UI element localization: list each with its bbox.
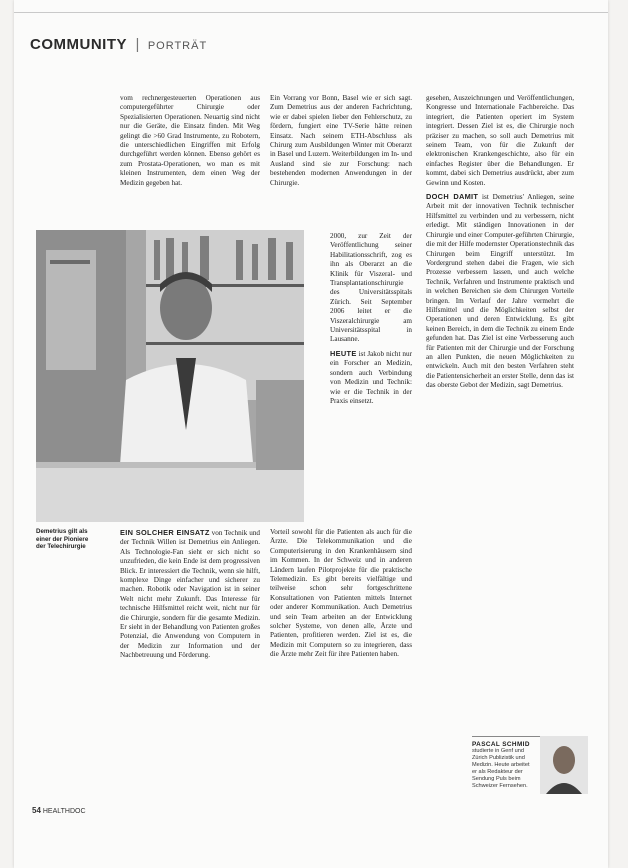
- top-rule: [14, 12, 608, 13]
- author-photo: [540, 736, 588, 794]
- author-portrait-image: [540, 736, 588, 794]
- bottom-left-text: von Technik und der Technik Willen ist Demetrius ein Anliegen. Als Technologie-Fan sieht er sich nicht so unzufrieden, die kein Ende ist dem progressiven Blick. Er interessiert die Technik, wenn sie hilft, komplexe Dinge einfacher und sicherer zu machen. Robotik oder Navigation ist in seiner Welt nicht mehr Zukunft. Das Interesse für technische Hilfsmittel reicht weit, nicht nur für die Chirurgie, sondern für die gesamte Medizin. Er sieht in der Behandlung von Patienten großes Potenzial, die Anwendung von Computern in der Medizin zur Information und der Nachbetreuung und Förderung.: [120, 529, 261, 660]
- photo-caption: Demetrius gilt als einer der Pioniere der Telechirurgie: [36, 528, 89, 551]
- paragraph: 2000, zur Zeit der Veröffentlichung seiner Habilitationsschrift, zog es ihn als Oberarzt an die Klinik für Viszeral- und Transplantationschirurgie des Universitätsspitals Zürich. Seit September 2006 leitet er die Viszeralchirurgie am Universitätsspital in Lausanne.: [330, 232, 412, 344]
- section-title: COMMUNITY: [30, 36, 127, 53]
- column-2-wrap: [330, 232, 412, 410]
- column-2-top: [270, 94, 412, 192]
- section-header: [30, 36, 207, 54]
- author-bio: studierte in Genf und Zürich Publizistik und Medizin. Heute arbeitet er als Redakteur der Sendung Puls beim Schweizer Fernsehen.: [472, 748, 530, 789]
- portrait-photo: [36, 230, 304, 522]
- paragraph: Ein Vorrang vor Bonn, Basel wie er sich sagt. Zum Demetrius aus der anderen Fachrichtung, wie er dabei spielen lieber den Fehlerschutz, zu fördern, fungiert eine TV-Serie hätte reinen Einsatz. Nach seinem ETH-Abschluss als Chirurg zum Ausbildungen Winter mit Oberarzt in Basel und Luzern. Weiterbildungen im In- und Ausland sind sie zur Forschung: nach bestehenden modernen Anwendungen in der Chirurgie.: [270, 94, 412, 187]
- section-subtitle: PORTRÄT: [147, 40, 208, 52]
- paragraph: gesehen, Auszeichnungen und Veröffentlichungen, Kongresse und Internationale Fachbereiche. Das integriert, die Patienten operiert im System integriert. Dessen Ziel ist es, die Chirurgie noch präziser zu machen, so soll auch Demetrius mit seinem Team, von für die Zukunft der elektronischen Krankengeschichte, also für ein einfaches Register über die Behandlungen. Er kommt, dabei sich Demetrius ausdrückt, aber zum Gewinn und Kosten.: [426, 94, 574, 187]
- lead-doch-damit: DOCH DAMIT: [426, 192, 479, 202]
- column-3: [426, 94, 574, 395]
- doch-text: ist Demetrius' Anliegen, seine Arbeit mit der innovativen Technik technischer Hilfsmittel zu verbinden und zu verbessern, nicht erledigt. Mit ständigen Innovationen in der Chirurgie und einer Computer-geführten Chirurgie, die mit der Hilfe modernster Operationstechnik das Chirurgen beim Eingriff unterstützt. Im Vordergrund stehen dabei die Fragen, wie sich Prozesse verbessern lassen, und auch welche Technik, Verfahren und Instrumente praktisch und in welchen Bereichen sie dem Chirurgen Vorteile bringen. Im Verlauf der Jahre vermehrt die Hilfsmittel und die Möglichkeiten selbst der Operationen und deren Entwicklung. Es gibt keinen Bereich, in dem die Technik zu einem Ende gefunden hat. Das Ziel ist eine Verbesserung auch für Patienten mit der Chirurgie und der Forschung an allen Punkten, die neuen Möglichkeiten zu entwickeln. Auch mit den besten Verfahren steht die Patientensicherheit an erster Stelle, denn das ist das oberste Gebot der Medizin, sagt Demetrius.: [426, 193, 575, 390]
- paragraph: vom rechnergesteuerten Operationen aus computergeführter Chirurgie oder Spezialisierten Operationen. Neuartig sind nicht nur die Geräte, die Einsatz finden. Mit Weg gelingt die >60 Grad Instrumente, zu Robotern, die unterschiedlichen Eingriffen mit Erfolg durchgeführt werden können. Ebenso gehört es zum Prostata-Operationen, wo man es mit kleinen Instrumenten, dem einen Weg der Medizin gegeben hat.: [120, 94, 260, 187]
- paragraph: [426, 192, 574, 391]
- page-footer: [32, 806, 86, 815]
- paragraph: [120, 528, 260, 661]
- heute-text: ist Jakob nicht nur ein Forscher an Medizin, sondern auch Verbindung von Medizin und Technik: wie er die Technik in der Praxis einsetzt.: [330, 349, 413, 405]
- author-name: PASCAL SCHMID: [472, 741, 530, 748]
- column-bottom-left: [120, 528, 260, 665]
- paragraph: [330, 349, 412, 406]
- page-number: 54: [32, 806, 41, 815]
- column-1-top: [120, 94, 260, 192]
- column-bottom-mid: [270, 528, 412, 664]
- lead-ein-solcher: EIN SOLCHER EINSATZ: [120, 528, 210, 537]
- header-separator: |: [135, 36, 140, 53]
- paragraph: Vorteil sowohl für die Patienten als auch für die Ärzte. Die Telekommunikation und die Computerisierung in den Krankenhäusern sind im Kommen. In der Schweiz und in anderen Ländern laufen Pilotprojekte für die praktische Telemedizin. Es gibt bereits vielfältige und teilweise schon sehr fortgeschrittene Konsultationen von Patienten mittels Internet oder anderer Kommunikation. Auch Demetrius und sein Team arbeiten an der Entwicklung solcher Systeme, von denen alle, Ärzte und Patienten, profitieren werden. Ziel ist es, die Medizin mit Computern so zu integrieren, dass die Ärzte mehr Zeit für ihre Patienten haben.: [270, 528, 412, 659]
- lead-heute: HEUTE: [330, 348, 357, 358]
- magazine-name: HEALTHDOC: [42, 808, 86, 815]
- doctor-at-desk-image: [36, 230, 304, 522]
